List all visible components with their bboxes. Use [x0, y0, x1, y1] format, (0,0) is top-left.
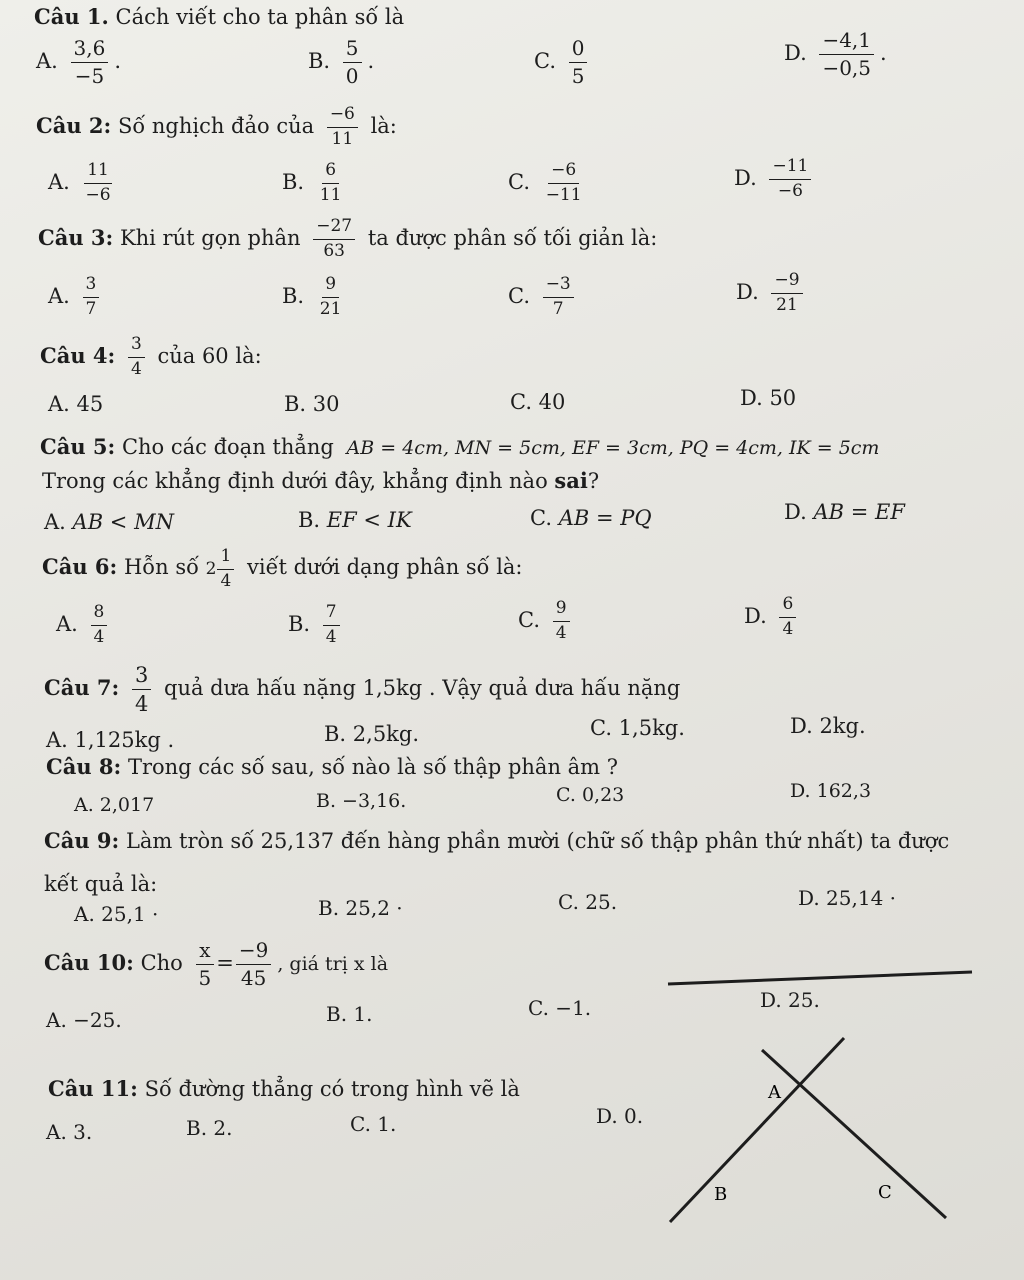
q5-line2-before: Trong các khẳng định dưới đây, khẳng định nào	[42, 469, 555, 493]
q2-b-letter: B.	[282, 169, 305, 194]
q3-d-den: 21	[776, 294, 798, 315]
q8-text: Trong các số sau, số nào là số thập phân âm ?	[127, 755, 619, 779]
q1-a-tail: .	[114, 49, 122, 73]
q6-whole: 2	[205, 558, 217, 579]
q2-d-letter: D.	[734, 165, 757, 190]
q3-label: Câu 3:	[38, 224, 114, 250]
q8-option-c: C. 0,23	[556, 784, 625, 806]
q6-text-after: viết dưới dạng phân số là:	[246, 554, 523, 579]
q1-d-letter: D.	[784, 41, 807, 65]
q6-text-before: Hỗn số	[123, 554, 199, 579]
q6-b-letter: B.	[288, 611, 311, 636]
q1-b-letter: B.	[308, 49, 331, 73]
q7-option-c: C. 1,5kg.	[590, 716, 685, 740]
q5-c-letter: C.	[530, 506, 552, 530]
q6-a-num: 8	[91, 604, 108, 626]
q7-label: Câu 7:	[44, 675, 120, 701]
q1-text: Cách viết cho ta phân số là	[115, 5, 405, 29]
q4-label: Câu 4:	[40, 342, 116, 368]
q3-text-after: ta được phân số tối giản là:	[367, 225, 658, 250]
q8-option-d: D. 162,3	[790, 780, 872, 802]
q2-c-letter: C.	[508, 169, 530, 194]
figure-line-ab	[670, 1038, 844, 1222]
q10-option-b: B. 1.	[326, 1002, 373, 1026]
q1-c-letter: C.	[534, 49, 556, 73]
q3-c-den: 7	[552, 298, 564, 319]
q11-option-c: C. 1.	[350, 1112, 397, 1136]
q8-option-b: B. −3,16.	[316, 790, 407, 812]
q5-b-letter: B.	[298, 508, 321, 532]
q1-d-num: −4,1	[819, 30, 874, 55]
q2-num: −6	[327, 106, 358, 128]
q3-b-letter: B.	[282, 283, 305, 308]
q1-b-num: 5	[343, 38, 362, 63]
q5-a-expr: AB < MN	[72, 510, 174, 534]
q1-a-den: −5	[74, 64, 105, 88]
q3-b-num: 9	[322, 276, 339, 298]
q3-text-before: Khi rút gọn phân	[119, 225, 301, 250]
q3-b-den: 21	[319, 298, 342, 319]
q6-den: 4	[220, 570, 232, 591]
q5-line2-bold: sai	[554, 468, 588, 493]
q4-option-b: B. 30	[284, 392, 340, 416]
q1-a-num: 3,6	[71, 38, 109, 63]
q11-option-d: D. 0.	[596, 1104, 644, 1128]
q5-a-letter: A.	[44, 510, 66, 534]
q3-c-num: −3	[543, 276, 574, 298]
q5-d-letter: D.	[784, 500, 807, 524]
q9-text: Làm tròn số 25,137 đến hàng phần mười (chữ số thập phân thứ nhất) ta được	[125, 829, 950, 853]
q1-b-tail: .	[367, 49, 375, 73]
q1-d-den: −0,5	[822, 56, 872, 80]
q1-d-tail: .	[880, 41, 887, 65]
q5-label: Câu 5:	[40, 434, 116, 459]
q3-c-letter: C.	[508, 283, 530, 308]
q5-d-expr: AB = EF	[813, 500, 905, 524]
q10-equals: =	[216, 951, 234, 975]
q11-text: Số đường thẳng có trong hình vẽ là	[144, 1077, 520, 1101]
q1-c-den: 5	[571, 64, 585, 88]
q3-d-letter: D.	[736, 279, 759, 304]
q7-den: 4	[134, 692, 149, 717]
q6-c-den: 4	[555, 622, 567, 643]
q2-b-den: 11	[319, 184, 342, 205]
figure-label-c: C	[878, 1182, 892, 1203]
q6-c-num: 9	[553, 600, 570, 622]
q2-d-num: −11	[769, 158, 811, 180]
q1-a-letter: A.	[36, 49, 58, 73]
figure-label-b: B	[714, 1184, 728, 1205]
q7-option-b: B. 2,5kg.	[324, 722, 420, 746]
q10-num2: −9	[236, 940, 271, 965]
q4-option-d: D. 50	[740, 386, 797, 410]
q9-option-b: B. 25,2 ·	[318, 896, 403, 920]
q2-d-den: −6	[777, 180, 803, 201]
q4-den: 4	[130, 358, 142, 379]
q2-a-num: 11	[84, 162, 112, 184]
q2-c-num: −6	[548, 162, 579, 184]
q5-text: Cho các đoạn thẳng	[121, 435, 334, 459]
q5-b-expr: EF < IK	[326, 508, 412, 532]
q2-den: 11	[331, 128, 354, 149]
q2-c-den: −11	[545, 184, 582, 205]
q5-line2-after: ?	[587, 469, 600, 493]
q5-segments: AB = 4cm, MN = 5cm, EF = 3cm, PQ = 4cm, IK = 5cm	[346, 437, 880, 459]
q6-b-den: 4	[325, 626, 337, 647]
q5-c-expr: AB = PQ	[558, 506, 652, 530]
q2-a-den: −6	[85, 184, 111, 205]
q4-option-a: A. 45	[48, 392, 104, 416]
q10-option-c: C. −1.	[528, 996, 592, 1020]
q10-num1: x	[196, 940, 213, 965]
q6-a-letter: A.	[56, 611, 78, 636]
q2-label: Câu 2:	[36, 112, 112, 138]
q10-den2: 45	[240, 966, 267, 990]
q7-option-d: D. 2kg.	[790, 714, 866, 738]
q2-a-letter: A.	[48, 169, 70, 194]
q10-option-a: A. −25.	[46, 1008, 122, 1032]
q8-option-a: A. 2,017	[74, 794, 155, 816]
q6-b-num: 7	[323, 604, 340, 626]
q1-b-den: 0	[345, 64, 359, 88]
q7-option-a: A. 1,125kg .	[46, 728, 175, 752]
q4-text-after: của 60 là:	[157, 343, 262, 368]
q10-den1: 5	[198, 966, 212, 990]
figure-label-a: A	[768, 1082, 781, 1103]
q1-c-num: 0	[569, 38, 588, 63]
q2-b-num: 6	[322, 162, 339, 184]
q2-text-before: Số nghịch đảo của	[117, 113, 315, 138]
q7-text-after: quả dưa hấu nặng 1,5kg . Vậy quả dưa hấu nặng	[164, 676, 681, 701]
q10-option-d: D. 25.	[760, 988, 820, 1012]
q3-num: −27	[313, 218, 355, 240]
q9-line2: kết quả là:	[44, 872, 158, 896]
q3-a-den: 7	[85, 298, 97, 319]
q9-option-c: C. 25.	[558, 890, 618, 914]
q11-label: Câu 11:	[48, 1076, 138, 1101]
q6-d-num: 6	[779, 596, 796, 618]
q3-d-num: −9	[771, 272, 802, 294]
q3-a-num: 3	[83, 276, 100, 298]
q4-option-c: C. 40	[510, 390, 566, 414]
q10-text-before: Cho	[140, 951, 183, 975]
q6-a-den: 4	[93, 626, 105, 647]
q8-label: Câu 8:	[46, 754, 122, 779]
q7-num: 3	[132, 664, 151, 690]
q10-label: Câu 10:	[44, 950, 134, 975]
q6-label: Câu 6:	[42, 553, 118, 579]
q9-option-d: D. 25,14 ·	[798, 886, 897, 910]
q2-text-after: là:	[370, 113, 397, 138]
q1-label: Câu 1.	[34, 4, 109, 29]
q4-num: 3	[128, 336, 145, 358]
q9-option-a: A. 25,1 ·	[74, 902, 159, 926]
q11-option-a: A. 3.	[46, 1120, 93, 1144]
q6-d-den: 4	[782, 618, 794, 639]
q11-option-b: B. 2.	[186, 1116, 233, 1140]
q9-label: Câu 9:	[44, 828, 120, 853]
figure-line-bc	[668, 972, 972, 984]
q3-den: 63	[323, 240, 345, 261]
q6-d-letter: D.	[744, 603, 767, 628]
q6-c-letter: C.	[518, 607, 540, 632]
q3-a-letter: A.	[48, 283, 70, 308]
figure-line-ac	[762, 1050, 946, 1218]
q10-text-after: , giá trị x là	[277, 953, 389, 975]
q6-num: 1	[217, 548, 234, 570]
